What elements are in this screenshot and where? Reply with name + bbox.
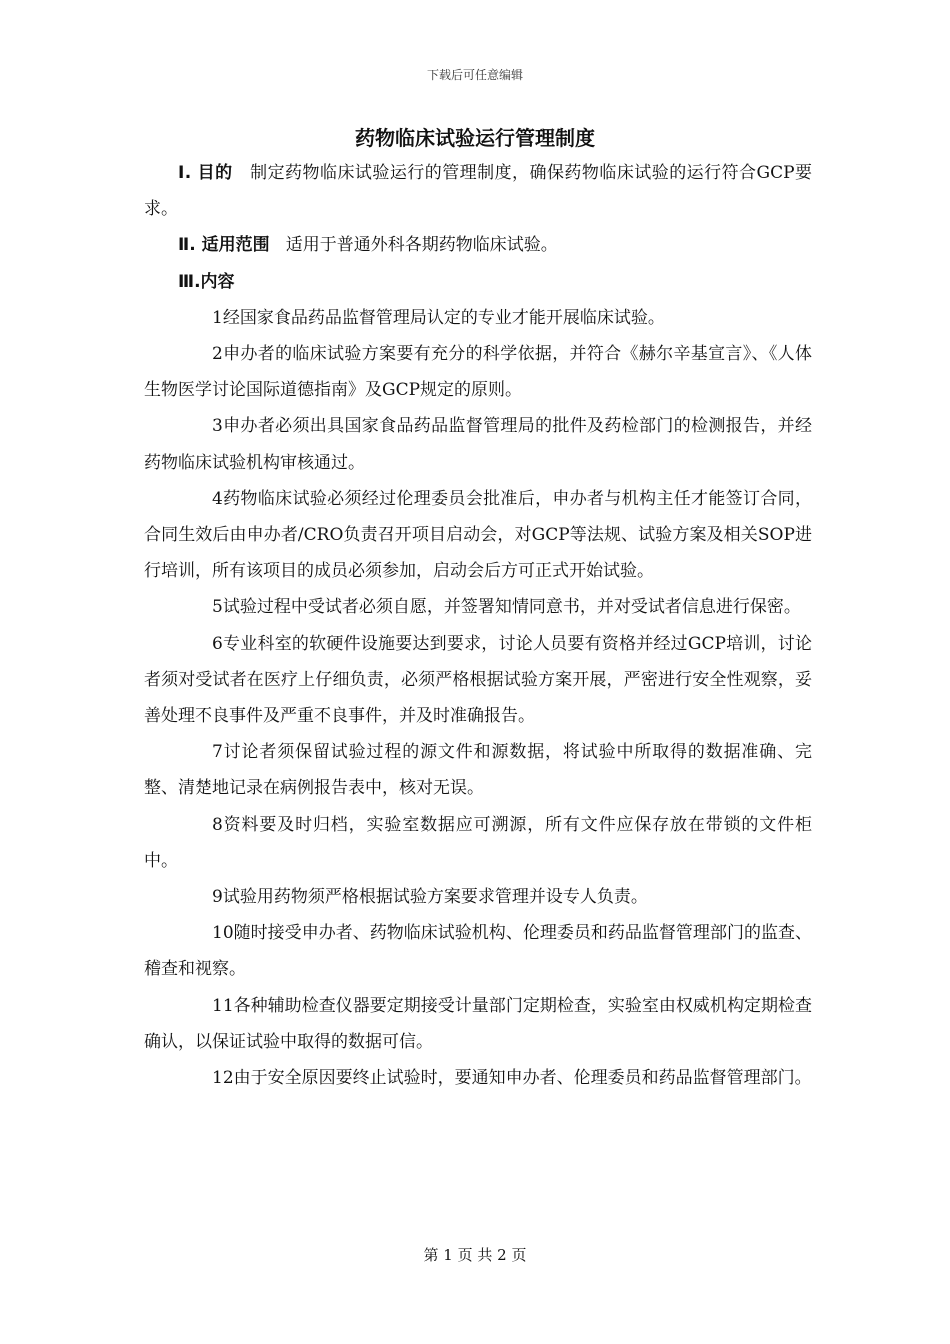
document-title: 药物临床试验运行管理制度: [355, 126, 595, 150]
purpose-label: Ⅰ. 目的: [178, 163, 233, 183]
content-section: [144, 264, 812, 300]
list-item: [144, 879, 812, 915]
list-item: [144, 988, 812, 1060]
item-text: 经国家食品药品监督管理局认定的专业才能开展临床试验。: [222, 307, 665, 328]
item-number: 5: [212, 597, 223, 618]
list-item: [144, 626, 812, 735]
list-item: [144, 915, 812, 987]
item-number: 9: [212, 887, 223, 908]
item-text: 资料要及时归档，实验室数据应可溯源，所有文件应保存放在带锁的文件柜中。: [144, 814, 812, 871]
list-item: [144, 807, 812, 879]
item-text: 随时接受申办者、药物临床试验机构、伦理委员和药品监督管理部门的监查、稽查和视察。: [144, 923, 812, 980]
scope-label: Ⅱ. 适用范围: [178, 235, 270, 256]
item-number: 12: [212, 1068, 234, 1089]
item-text: 试验过程中受试者必须自愿，并签署知情同意书，并对受试者信息进行保密。: [222, 597, 801, 618]
list-item: [144, 734, 812, 806]
item-text: 申办者的临床试验方案要有充分的科学依据，并符合《赫尔辛基宣言》、《人体生物医学讨论国际道德指南》及GCP规定的原则。: [144, 344, 812, 401]
list-item: [144, 300, 812, 336]
list-item: [144, 1060, 812, 1096]
list-item: [144, 481, 812, 590]
item-number: 8: [212, 814, 223, 835]
page-number-footer: 第 1 页 共 2 页: [423, 1246, 527, 1264]
item-text: 试验用药物须严格根据试验方案要求管理并设专人负责。: [222, 887, 648, 908]
item-number: 2: [212, 344, 223, 365]
list-item: [144, 589, 812, 625]
item-number: 11: [212, 995, 234, 1016]
scope-section: [144, 227, 812, 263]
item-text: 由于安全原因要终止试验时，要通知申办者、伦理委员和药品监督管理部门。: [233, 1068, 812, 1089]
item-number: 6: [212, 633, 223, 654]
purpose-section: [144, 155, 812, 227]
item-number: 3: [212, 416, 223, 437]
item-text: 讨论者须保留试验过程的源文件和源数据，将试验中所取得的数据准确、完整、清楚地记录在病例报告表中，核对无误。: [144, 742, 812, 799]
item-number: 4: [212, 488, 223, 509]
page-header: 下载后可任意编辑: [426, 68, 523, 82]
item-text: 各种辅助检查仪器要定期接受计量部门定期检查，实验室由权威机构定期检查确认，以保证试验中取得的数据可信。: [144, 995, 812, 1052]
scope-text: 适用于普通外科各期药物临床试验。: [285, 235, 558, 256]
item-number: 7: [212, 742, 223, 763]
purpose-text: 制定药物临床试验运行的管理制度，确保药物临床试验的运行符合GCP要求。: [144, 163, 812, 220]
content-heading: Ⅲ.内容: [178, 271, 235, 292]
item-number: 1: [212, 307, 223, 328]
item-text: 专业科室的软硬件设施要达到要求，讨论人员要有资格并经过GCP培训，讨论者须对受试者在医疗上仔细负责，必须严格根据试验方案开展，严密进行安全性观察，妥善处理不良事件及严重不良事件，并及时准确报告。: [144, 633, 812, 727]
item-text: 药物临床试验必须经过伦理委员会批准后，申办者与机构主任才能签订合同，合同生效后由申办者/CRO负责召开项目启动会，对GCP等法规、试验方案及相关SOP进行培训，所有该项目的成员必须参加，启动会后方可正式开始试验。: [144, 488, 812, 582]
list-item: [144, 336, 812, 408]
list-item: [144, 408, 812, 480]
document-body: [144, 155, 812, 1096]
item-text: 申办者必须出具国家食品药品监督管理局的批件及药检部门的检测报告，并经药物临床试验机构审核通过。: [144, 416, 812, 473]
item-number: 10: [212, 923, 234, 944]
